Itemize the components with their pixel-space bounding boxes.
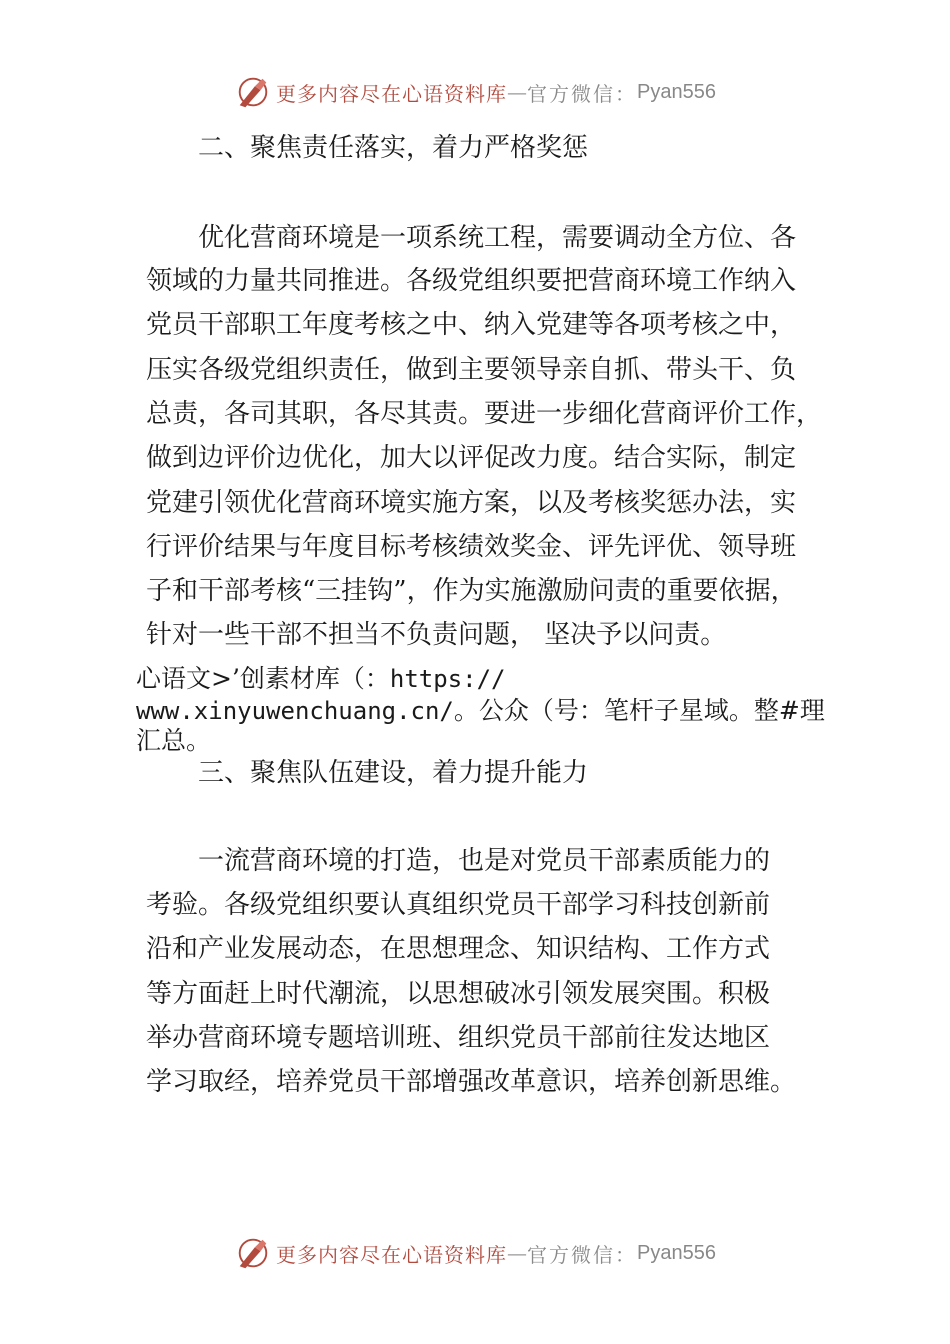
source-note-url: https:// xyxy=(389,665,506,693)
banner-dash: — xyxy=(507,80,528,104)
paragraph-line: 党建引领优化营商环境实施方案，以及考核奖惩办法，实 xyxy=(146,488,797,518)
paragraph-line: 一流营商环境的打造，也是对党员干部素质能力的 xyxy=(198,846,771,876)
section-heading-3: 三、聚焦队伍建设，着力提升能力 xyxy=(198,758,589,788)
source-note-line xyxy=(136,726,211,756)
section-heading-2: 二、聚焦责任落实，着力严格奖惩 xyxy=(198,133,589,163)
banner-wechat-id: Pyan556 xyxy=(637,80,716,103)
banner-wechat-id: Pyan556 xyxy=(637,1241,716,1264)
paragraph-line: 行评价结果与年度目标考核绩效奖金、评先评优、领导班 xyxy=(146,532,797,562)
paragraph-line: 针对一些干部不担当不负责问题， 坚决予以问责。 xyxy=(146,620,727,650)
header-banner xyxy=(0,72,950,112)
banner-wechat-label: 官方微信： xyxy=(527,1242,638,1267)
pen-nib-logo-icon xyxy=(234,1234,272,1272)
paragraph-line: 做到边评价边优化，加大以评促改力度。结合实际，制定 xyxy=(146,443,797,473)
banner-site-text: 更多内容尽在心语资料库 xyxy=(276,1242,508,1267)
paragraph-line: 学习取经，培养党员干部增强改革意识，培养创新思维。 xyxy=(146,1067,797,1097)
source-note-line xyxy=(136,696,825,726)
paragraph-line: 压实各级党组织责任，做到主要领导亲自抓、带头干、负 xyxy=(146,355,797,385)
paragraph-line: 总责，各司其职，各尽其责。要进一步细化营商评价工作， xyxy=(146,399,823,429)
paragraph-line: 沿和产业发展动态，在思想理念、知识结构、工作方式 xyxy=(146,934,771,964)
paragraph-line: 领域的力量共同推进。各级党组织要把营商环境工作纳入 xyxy=(146,266,797,296)
pen-nib-logo-icon xyxy=(234,73,272,111)
source-note-line xyxy=(136,664,506,694)
paragraph-line: 举办营商环境专题培训班、组织党员干部前往发达地区 xyxy=(146,1023,771,1053)
banner-dash: — xyxy=(507,1241,528,1265)
paragraph-line: 子和干部考核“三挂钩”，作为实施激励问责的重要依据， xyxy=(146,576,797,606)
footer-banner xyxy=(0,1233,950,1273)
paragraph-line: 优化营商环境是一项系统工程，需要调动全方位、各 xyxy=(198,223,797,253)
paragraph-line: 等方面赶上时代潮流，以思想破冰引领发展突围。积极 xyxy=(146,979,771,1009)
banner-wechat-label: 官方微信： xyxy=(527,81,638,106)
paragraph-line: 考验。各级党组织要认真组织党员干部学习科技创新前 xyxy=(146,890,771,920)
paragraph-line: 党员干部职工年度考核之中、纳入党建等各项考核之中， xyxy=(146,310,797,340)
source-note-text: 。公众（号：笔杆子星域。整#理 xyxy=(453,696,825,725)
source-note-text: 汇总。 xyxy=(136,726,212,755)
source-note-text: 心语文>’创素材库（： xyxy=(136,664,390,693)
banner-site-text: 更多内容尽在心语资料库 xyxy=(276,81,508,106)
source-note-url: www.xinyuwenchuang.cn/ xyxy=(136,697,454,725)
